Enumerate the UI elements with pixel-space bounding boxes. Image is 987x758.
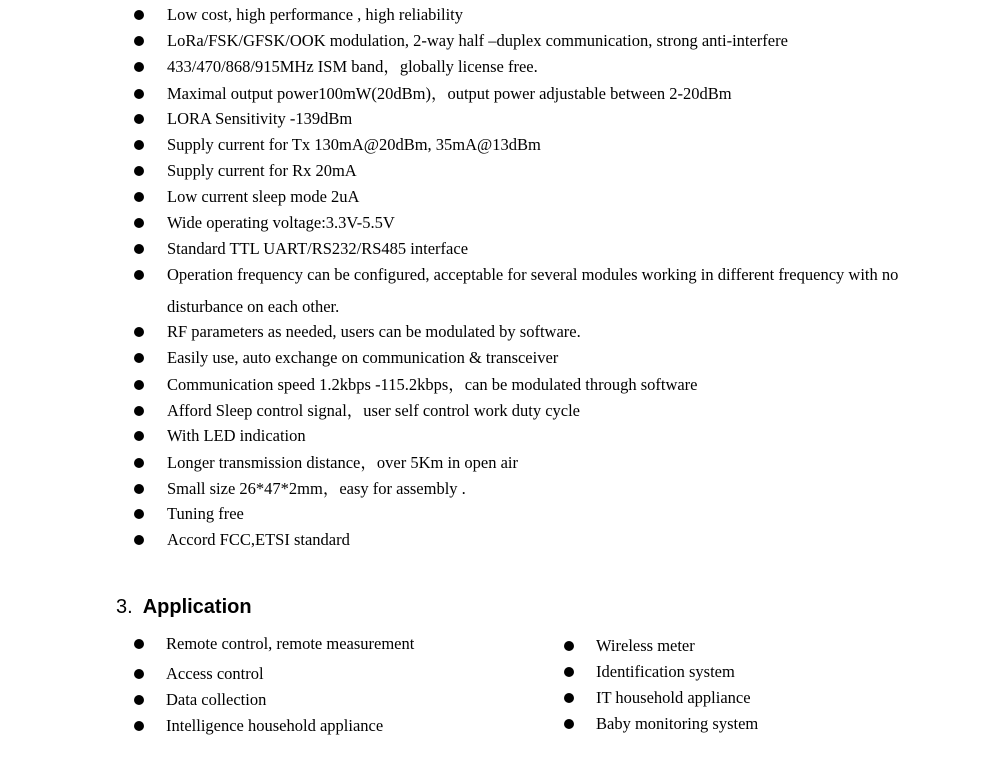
bullet-icon (134, 36, 144, 46)
bullet-icon (134, 380, 144, 390)
bullet-icon (134, 270, 144, 280)
section-number: 3. (116, 596, 133, 618)
feature-text: Supply current for Tx 130mA@20dBm, 35mA@13dBm (167, 135, 541, 154)
feature-text: 433/470/868/915MHz ISM band，globally license free. (167, 57, 538, 76)
application-text: Wireless meter (596, 636, 695, 655)
bullet-icon (134, 140, 144, 150)
feature-text: Operation frequency can be configured, acceptable for several modules working in different frequency with no disturbance on each other. (167, 265, 899, 316)
bullet-icon (134, 406, 144, 416)
feature-text: LORA Sensitivity -139dBm (167, 109, 353, 128)
application-text: Intelligence household appliance (166, 716, 384, 735)
application-text: Data collection (166, 690, 267, 709)
feature-text: Low cost, high performance , high reliability (167, 5, 464, 24)
feature-text: Afford Sleep control signal，user self control work duty cycle (167, 401, 581, 420)
feature-text: LoRa/FSK/GFSK/OOK modulation, 2-way half –duplex communication, strong anti-interfere (167, 31, 788, 50)
bullet-icon (134, 639, 144, 649)
section-title: Application (142, 596, 252, 618)
bullet-icon (134, 218, 144, 228)
feature-text: Wide operating voltage:3.3V-5.5V (167, 213, 395, 232)
application-text: Access control (166, 664, 264, 683)
application-text: IT household appliance (596, 688, 751, 707)
bullet-icon (134, 89, 144, 99)
feature-text: Standard TTL UART/RS232/RS485 interface (167, 239, 469, 258)
bullet-icon (134, 192, 144, 202)
bullet-icon (134, 353, 144, 363)
bullet-icon (564, 667, 574, 677)
bullet-icon (134, 431, 144, 441)
feature-text: Small size 26*47*2mm，easy for assembly . (167, 479, 466, 498)
bullet-icon (134, 458, 144, 468)
feature-text: RF parameters as needed, users can be modulated by software. (167, 322, 581, 341)
bullet-icon (564, 641, 574, 651)
bullet-icon (134, 327, 144, 337)
section-heading (116, 593, 252, 621)
feature-text: Maximal output power100mW(20dBm)，output power adjustable between 2-20dBm (167, 84, 732, 103)
bullet-icon (134, 509, 144, 519)
feature-text: Longer transmission distance，over 5Km in open air (167, 453, 519, 472)
feature-text: Communication speed 1.2kbps -115.2kbps，can be modulated through software (167, 375, 698, 394)
bullet-icon (134, 721, 144, 731)
bullet-icon (134, 484, 144, 494)
bullet-icon (134, 535, 144, 545)
bullet-icon (564, 693, 574, 703)
bullet-icon (134, 10, 144, 20)
application-text: Identification system (596, 662, 735, 681)
bullet-icon (564, 719, 574, 729)
feature-text: Low current sleep mode 2uA (167, 187, 360, 206)
bullet-icon (134, 114, 144, 124)
bullet-icon (134, 244, 144, 254)
application-text: Remote control, remote measurement (166, 634, 415, 653)
feature-text: Easily use, auto exchange on communication & transceiver (167, 348, 559, 367)
feature-text: With LED indication (167, 426, 306, 445)
feature-text: Tuning free (167, 504, 244, 523)
bullet-icon (134, 62, 144, 72)
feature-text: Supply current for Rx 20mA (167, 161, 357, 180)
feature-text: Accord FCC,ETSI standard (167, 530, 350, 549)
application-text: Baby monitoring system (596, 714, 759, 733)
bullet-icon (134, 166, 144, 176)
bullet-icon (134, 695, 144, 705)
bullet-icon (134, 669, 144, 679)
